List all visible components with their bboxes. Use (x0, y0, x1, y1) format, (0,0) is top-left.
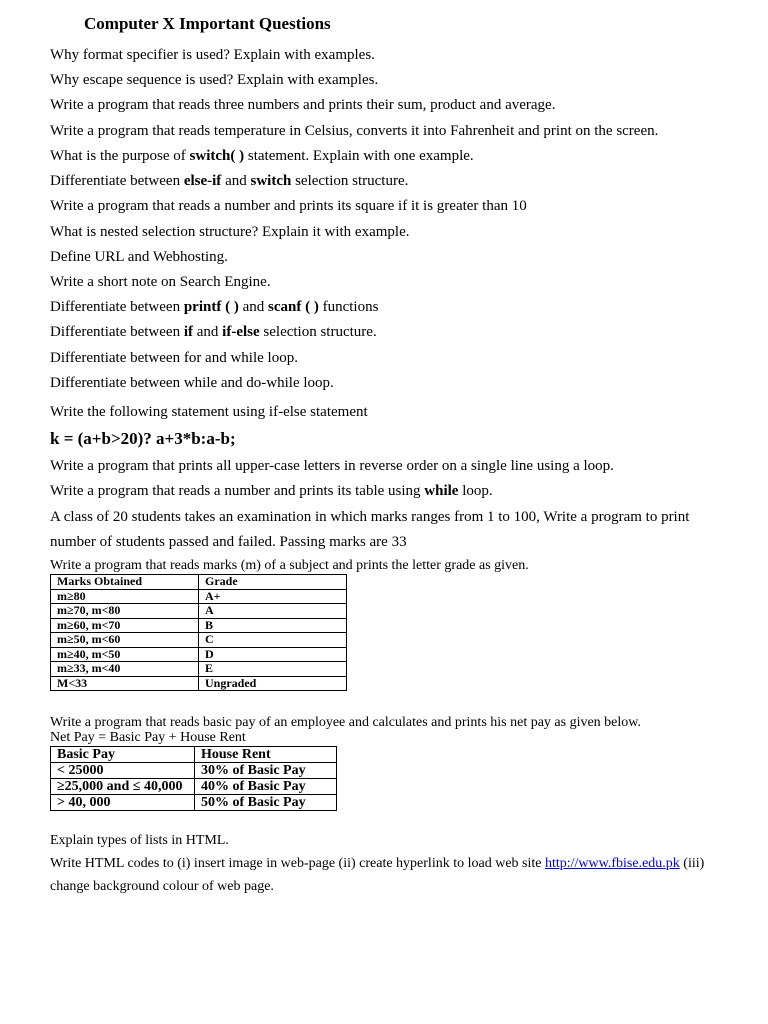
question-8: What is nested selection structure? Explain it with example. (50, 224, 410, 240)
question-17 (50, 483, 493, 500)
basic-pay-cell: > 40, 000 (51, 795, 195, 811)
pay-header-rent: House Rent (195, 747, 337, 763)
table-row (51, 633, 347, 648)
question-11-and: and (238, 299, 268, 315)
question-17-text: Write a program that reads a number and prints its table using (50, 483, 425, 499)
table-row (51, 647, 347, 662)
marks-cell: m≥80 (51, 589, 199, 604)
table-row (51, 763, 337, 779)
question-12-keyword-1: if (183, 324, 193, 340)
grade-table-body (51, 575, 347, 691)
question-16: Write a program that prints all upper-case letters in reverse order on a single line using a loop. (50, 458, 614, 474)
question-12-text-end: selection structure. (259, 324, 377, 340)
fbise-link[interactable]: http://www.fbise.edu.pk (544, 856, 680, 871)
question-9: Define URL and Webhosting. (50, 249, 228, 265)
question-14: Differentiate between while and do-while loop. (50, 375, 334, 391)
question-12 (50, 324, 377, 341)
pay-table (50, 746, 337, 811)
question-12-and: and (193, 324, 223, 340)
marks-cell: m≥33, m<40 (51, 662, 199, 677)
grade-table-header (51, 575, 347, 590)
grade-cell: B (199, 618, 347, 633)
pay-table-header (51, 747, 337, 763)
question-5-text-end: statement. Explain with one example. (244, 148, 474, 164)
table-row (51, 604, 347, 619)
question-18: A class of 20 students takes an examination in which marks ranges from 1 to 100, Write a program to print number of students passed and failed. Passing marks are 33 (50, 509, 690, 550)
question-6-text: Differentiate between (50, 173, 184, 189)
question-22-text: Write HTML codes to (i) insert image in web-page (ii) create hyperlink to load web site (50, 856, 545, 871)
grade-cell: D (199, 647, 347, 662)
grade-cell: Ungraded (199, 676, 347, 691)
question-20: Write a program that reads basic pay of an employee and calculates and prints his net pay as given below. (50, 715, 641, 730)
pay-header-basic: Basic Pay (51, 747, 195, 763)
question-12-keyword-2: if-else (222, 324, 260, 340)
marks-cell: m≥60, m<70 (51, 618, 199, 633)
question-11-text: Differentiate between (50, 299, 184, 315)
question-17-keyword: while (424, 483, 459, 499)
question-5-keyword: switch( ) (189, 148, 245, 164)
table-row (51, 662, 347, 677)
table-row (51, 795, 337, 811)
question-6-keyword-1: else-if (183, 173, 222, 189)
question-6-keyword-2: switch (250, 173, 292, 189)
question-11-keyword-2: scanf ( ) (268, 299, 319, 315)
grade-cell: A (199, 604, 347, 619)
question-12-text: Differentiate between (50, 324, 184, 340)
grade-table (50, 574, 347, 691)
question-15: Write the following statement using if-else statement (50, 404, 368, 420)
question-2: Why escape sequence is used? Explain with examples. (50, 72, 379, 88)
question-3: Write a program that reads three numbers and prints their sum, product and average. (50, 97, 556, 113)
table-row (51, 676, 347, 691)
question-21: Explain types of lists in HTML. (50, 833, 229, 848)
grade-header-marks: Marks Obtained (51, 575, 199, 590)
question-11 (50, 299, 378, 316)
question-5 (50, 148, 474, 165)
question-7: Write a program that reads a number and prints its square if it is greater than 10 (50, 198, 527, 214)
page-title: Computer X Important Questions (84, 14, 331, 33)
question-13: Differentiate between for and while loop. (50, 350, 298, 366)
question-22 (50, 852, 740, 898)
question-17-text-end: loop. (458, 483, 493, 499)
house-rent-cell: 30% of Basic Pay (195, 763, 337, 779)
question-22-text-end: (iii) change background colour of web page. (50, 856, 705, 894)
pay-table-body (51, 747, 337, 811)
ternary-statement: k = (a+b>20)? a+3*b:a-b; (50, 429, 236, 448)
question-19: Write a program that reads marks (m) of a subject and prints the letter grade as given. (50, 558, 529, 573)
basic-pay-cell: < 25000 (51, 763, 195, 779)
basic-pay-cell: ≥25,000 and ≤ 40,000 (51, 779, 195, 795)
table-row (51, 589, 347, 604)
grade-cell: C (199, 633, 347, 648)
house-rent-cell: 50% of Basic Pay (195, 795, 337, 811)
marks-cell: M<33 (51, 676, 199, 691)
table-row (51, 618, 347, 633)
grade-cell: E (199, 662, 347, 677)
question-11-text-end: functions (318, 299, 379, 315)
table-row (51, 779, 337, 795)
question-11-keyword-1: printf ( ) (183, 299, 239, 315)
grade-cell: A+ (199, 589, 347, 604)
house-rent-cell: 40% of Basic Pay (195, 779, 337, 795)
grade-header-grade: Grade (199, 575, 347, 590)
question-6-text-end: selection structure. (291, 173, 409, 189)
question-5-text: What is the purpose of (50, 148, 190, 164)
marks-cell: m≥70, m<80 (51, 604, 199, 619)
question-6-and: and (221, 173, 251, 189)
question-6 (50, 173, 408, 190)
net-pay-formula: Net Pay = Basic Pay + House Rent (50, 730, 246, 745)
marks-cell: m≥40, m<50 (51, 647, 199, 662)
question-1: Why format specifier is used? Explain with examples. (50, 47, 375, 63)
marks-cell: m≥50, m<60 (51, 633, 199, 648)
question-4: Write a program that reads temperature in Celsius, converts it into Fahrenheit and print on the screen. (50, 123, 659, 139)
question-10: Write a short note on Search Engine. (50, 274, 271, 290)
